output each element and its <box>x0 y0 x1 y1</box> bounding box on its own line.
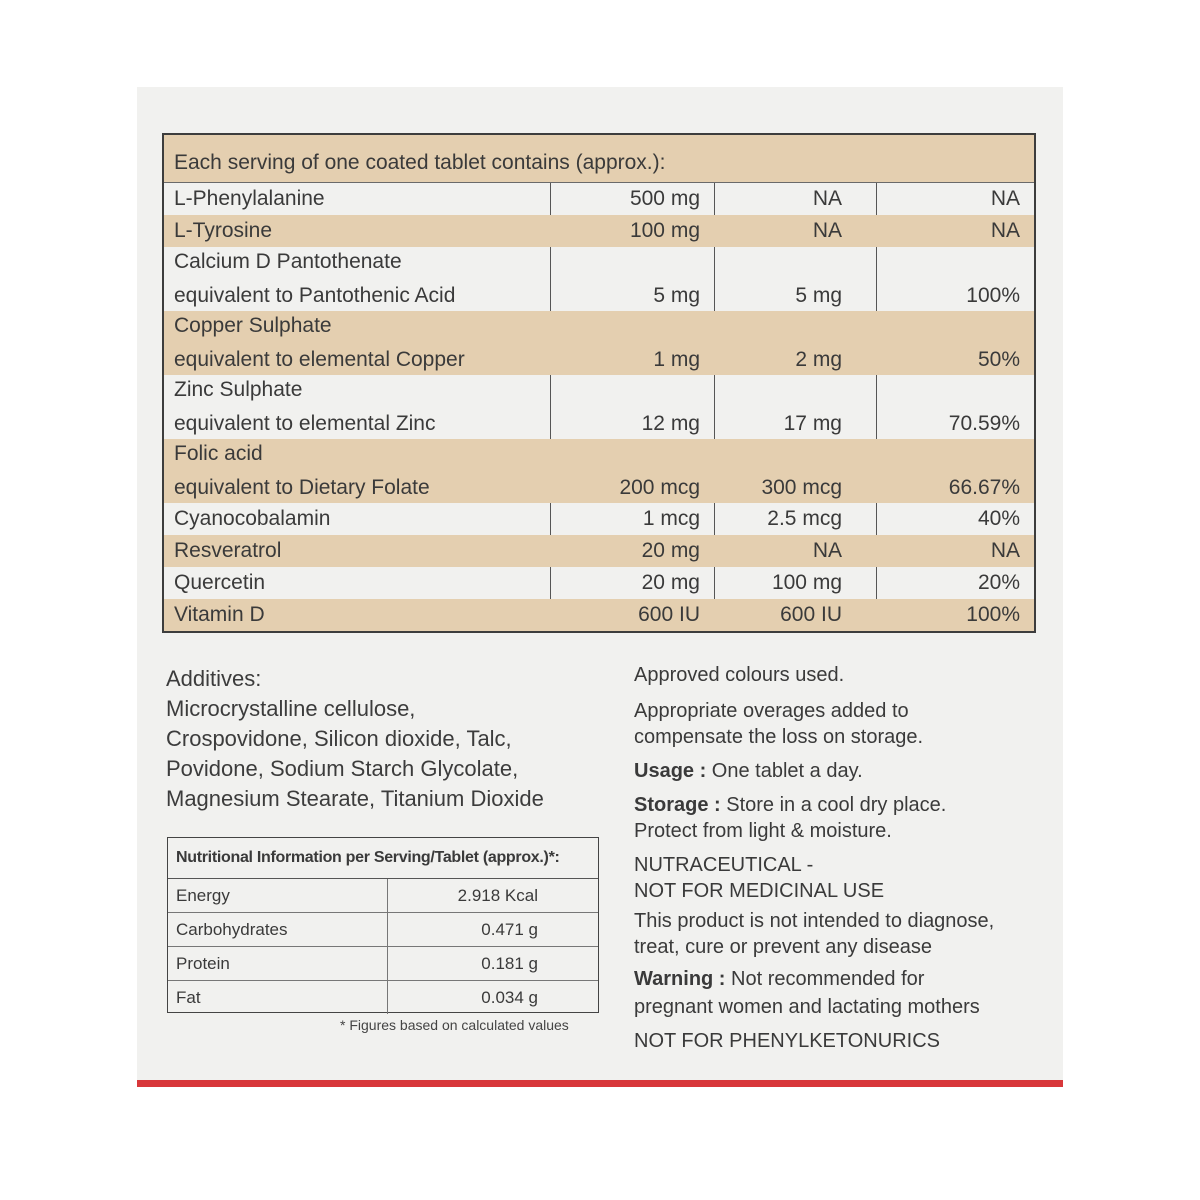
composition-row <box>164 375 1034 439</box>
ingredient-name <box>164 375 550 439</box>
colours-note: Approved colours used. <box>634 664 845 686</box>
ingredient-value-v2: 2 mg <box>795 348 842 371</box>
value-cell <box>714 247 876 311</box>
ingredient-name-line: Zinc Sulphate <box>174 378 303 401</box>
nutrient-value: 0.471 g <box>481 920 538 939</box>
ingredient-value-v1: 20 mg <box>641 571 700 594</box>
value-cell <box>876 183 1034 215</box>
value-cell <box>876 311 1034 375</box>
additives-title: Additives: <box>166 666 262 691</box>
value-cell <box>550 247 714 311</box>
nutraceutical-note: NOT FOR MEDICINAL USE <box>634 880 885 902</box>
composition-row <box>164 311 1034 375</box>
ingredient-name <box>164 535 550 567</box>
ingredient-value-v1: 600 IU <box>638 603 700 626</box>
ingredient-value-v2: 300 mcg <box>761 476 842 499</box>
value-cell <box>876 375 1034 439</box>
ingredient-value-v3: 40% <box>977 507 1020 530</box>
value-cell <box>550 439 714 503</box>
value-cell <box>714 535 876 567</box>
ingredient-name <box>164 599 550 631</box>
storage-text: Store in a cool dry place. <box>720 794 947 816</box>
storage-note: Protect from light & moisture. <box>634 820 892 842</box>
nutrition-row <box>168 879 598 913</box>
nutrition-row <box>168 913 598 947</box>
ingredient-value-v3: 100% <box>966 284 1020 307</box>
warning-line <box>634 966 924 992</box>
composition-header: Each serving of one coated tablet contains (approx.): <box>164 135 1034 183</box>
ingredient-value-v1: 5 mg <box>653 284 700 307</box>
ingredient-value-v2: 2.5 mcg <box>767 507 842 530</box>
ingredient-value-v2: 600 IU <box>780 603 842 626</box>
ingredient-name <box>164 183 550 215</box>
nutrition-footnote: * Figures based on calculated values <box>340 1017 569 1033</box>
value-cell <box>550 215 714 247</box>
nutrition-row <box>168 981 598 1014</box>
value-cell <box>714 439 876 503</box>
nutrient-name: Energy <box>168 879 388 912</box>
ingredient-value-v3: NA <box>990 539 1020 562</box>
ingredient-value-v1: 100 mg <box>629 219 700 242</box>
pku-warning: NOT FOR PHENYLKETONURICS <box>634 1030 940 1052</box>
nutrition-header: Nutritional Information per Serving/Tablet (approx.)*: <box>168 838 598 879</box>
ingredient-value-v3: NA <box>990 219 1020 242</box>
ingredient-name-line: L-Tyrosine <box>174 219 273 242</box>
storage-line <box>634 792 946 818</box>
composition-rows <box>164 183 1034 631</box>
warning-label: Warning : <box>634 968 726 990</box>
nutraceutical-note: NUTRACEUTICAL - <box>634 854 814 876</box>
nutrient-value: 2.918 Kcal <box>457 886 538 905</box>
value-cell <box>550 375 714 439</box>
ingredient-value-v2: NA <box>812 539 842 562</box>
value-cell <box>876 535 1034 567</box>
ingredient-value-v3: NA <box>990 187 1020 210</box>
ingredient-name-line: equivalent to Pantothenic Acid <box>174 284 456 307</box>
ingredient-value-v3: 66.67% <box>948 476 1020 499</box>
value-cell <box>714 183 876 215</box>
ingredient-value-v2: NA <box>812 219 842 242</box>
ingredient-value-v1: 500 mg <box>629 187 700 210</box>
ingredient-name-line: equivalent to elemental Zinc <box>174 412 436 435</box>
ingredient-name-line: L-Phenylalanine <box>174 187 325 210</box>
ingredient-value-v3: 70.59% <box>948 412 1020 435</box>
ingredient-value-v1: 1 mg <box>653 348 700 371</box>
value-cell <box>550 535 714 567</box>
ingredient-value-v2: 5 mg <box>795 284 842 307</box>
ingredient-value-v3: 50% <box>977 348 1020 371</box>
storage-label: Storage : <box>634 794 721 816</box>
nutrient-value: 0.181 g <box>481 954 538 973</box>
ingredient-value-v2: NA <box>812 187 842 210</box>
ingredient-value-v1: 20 mg <box>641 539 700 562</box>
ingredient-value-v3: 20% <box>977 571 1020 594</box>
value-cell <box>876 567 1034 599</box>
additives-line: Magnesium Stearate, Titanium Dioxide <box>166 786 544 811</box>
additives-line: Crospovidone, Silicon dioxide, Talc, <box>166 726 512 751</box>
ingredient-name-line: Folic acid <box>174 442 263 465</box>
value-cell <box>876 247 1034 311</box>
value-cell <box>714 215 876 247</box>
additives-block <box>166 664 606 814</box>
ingredient-name-line: Copper Sulphate <box>174 314 332 337</box>
value-cell <box>714 503 876 535</box>
overages-note: Appropriate overages added to <box>634 700 909 722</box>
overages-note: compensate the loss on storage. <box>634 726 924 748</box>
value-cell <box>714 567 876 599</box>
composition-row <box>164 439 1034 503</box>
disclaimer: treat, cure or prevent any disease <box>634 936 932 958</box>
composition-row <box>164 247 1034 311</box>
ingredient-name <box>164 503 550 535</box>
ingredient-name-line: Quercetin <box>174 571 266 594</box>
value-cell <box>550 503 714 535</box>
usage-label: Usage : <box>634 760 707 782</box>
warning-text: Not recommended for <box>725 968 925 990</box>
ingredient-name <box>164 567 550 599</box>
ingredient-value-v3: 100% <box>966 603 1020 626</box>
ingredient-value-v1: 200 mcg <box>619 476 700 499</box>
ingredient-value-v1: 1 mcg <box>642 507 700 530</box>
ingredient-name-line: Resveratrol <box>174 539 282 562</box>
value-cell <box>876 215 1034 247</box>
value-cell <box>550 567 714 599</box>
composition-row <box>164 567 1034 599</box>
usage-line <box>634 758 863 784</box>
value-cell <box>876 503 1034 535</box>
ingredient-name <box>164 247 550 311</box>
nutrition-table <box>167 837 599 1013</box>
ingredient-name-line: Vitamin D <box>174 603 265 626</box>
nutrient-name: Carbohydrates <box>168 913 388 946</box>
composition-row <box>164 183 1034 215</box>
value-cell <box>550 183 714 215</box>
disclaimer: This product is not intended to diagnose, <box>634 910 995 932</box>
value-cell <box>550 311 714 375</box>
usage-text: One tablet a day. <box>706 760 863 782</box>
ingredient-name-line: equivalent to elemental Copper <box>174 348 465 371</box>
additives-line: Povidone, Sodium Starch Glycolate, <box>166 756 519 781</box>
ingredient-name <box>164 215 550 247</box>
value-cell <box>876 439 1034 503</box>
value-cell <box>550 599 714 631</box>
value-cell <box>876 599 1034 631</box>
composition-row <box>164 503 1034 535</box>
ingredient-value-v1: 12 mg <box>641 412 700 435</box>
ingredient-value-v2: 100 mg <box>771 571 842 594</box>
value-cell <box>714 311 876 375</box>
warning-note: pregnant women and lactating mothers <box>634 996 980 1018</box>
red-accent-strip <box>137 1080 1063 1087</box>
nutrient-name: Protein <box>168 947 388 980</box>
nutrition-row <box>168 947 598 981</box>
ingredient-name-line: Cyanocobalamin <box>174 507 331 530</box>
composition-row <box>164 535 1034 567</box>
nutrient-name: Fat <box>168 981 388 1014</box>
composition-row <box>164 215 1034 247</box>
additives-line: Microcrystalline cellulose, <box>166 696 416 721</box>
value-cell <box>714 599 876 631</box>
ingredient-name-line: Calcium D Pantothenate <box>174 250 402 273</box>
ingredient-name <box>164 439 550 503</box>
value-cell <box>714 375 876 439</box>
ingredient-value-v2: 17 mg <box>783 412 842 435</box>
composition-row <box>164 599 1034 631</box>
ingredient-name <box>164 311 550 375</box>
nutrient-value: 0.034 g <box>481 988 538 1007</box>
ingredient-name-line: equivalent to Dietary Folate <box>174 476 430 499</box>
composition-table <box>162 133 1036 633</box>
